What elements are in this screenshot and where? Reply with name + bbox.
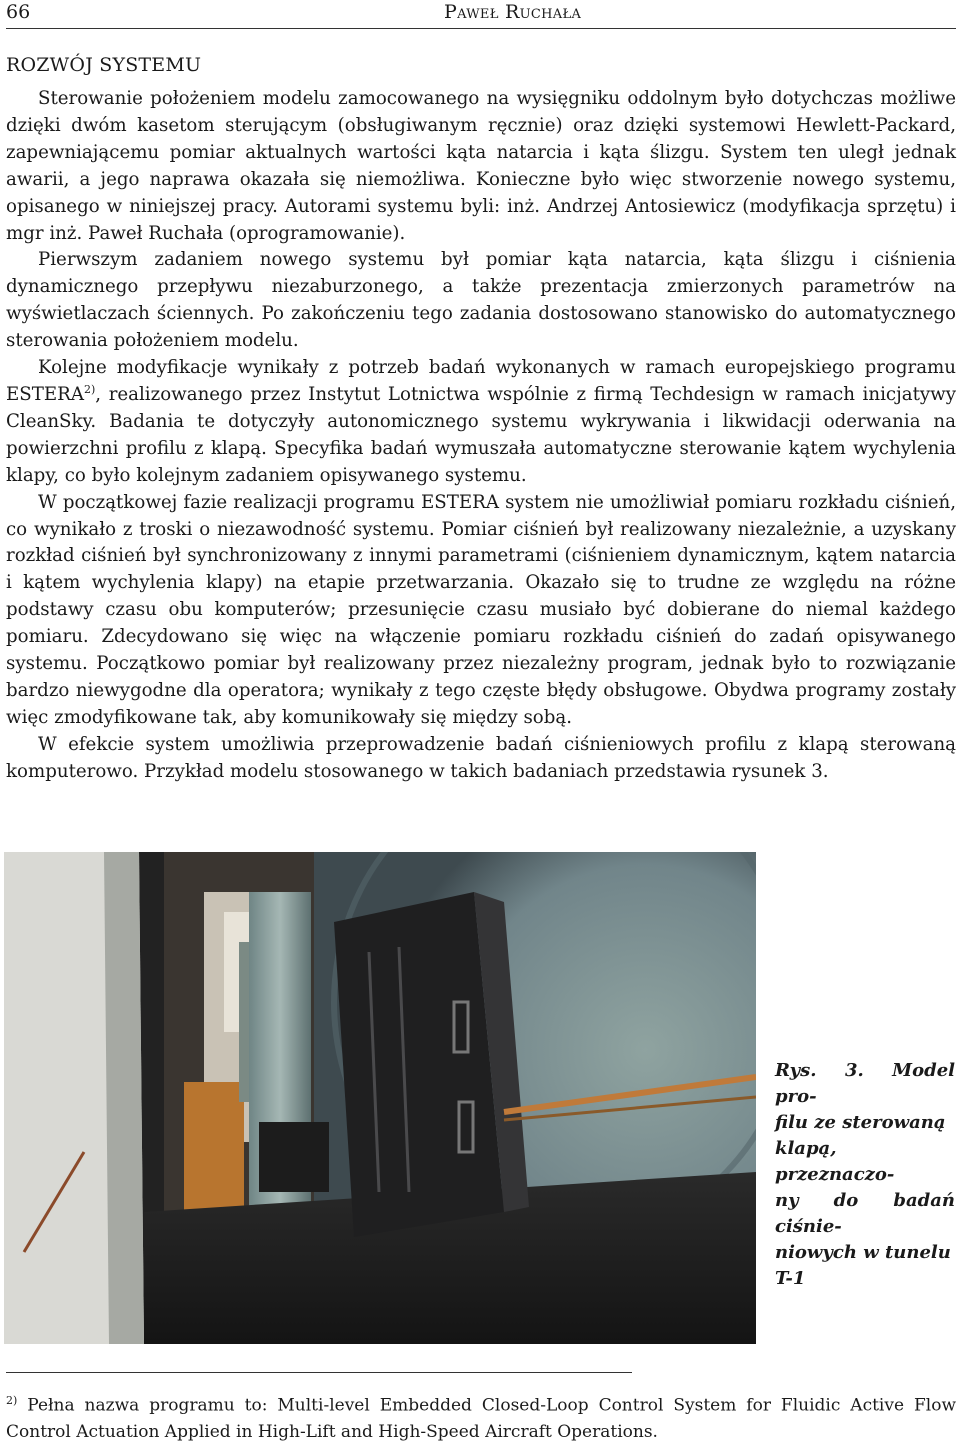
caption-line: Rys. 3. Model pro-	[775, 1060, 955, 1107]
caption-line: filu ze sterowaną	[775, 1112, 946, 1133]
footnote	[6, 1388, 956, 1445]
body-text	[6, 86, 956, 786]
caption-line: klapą, przeznaczo-	[775, 1138, 895, 1185]
figure-caption	[775, 1058, 955, 1292]
paragraph-5: W efekcie system umożliwia przeprowadzenie badań ciśnieniowych profilu z klapą sterowaną komputerowo. Przykład modelu stosowanego w takich badaniach przedstawia rysunek 3.	[6, 733, 956, 782]
paragraph-1: Sterowanie położeniem modelu zamocowanego na wysięgniku oddolnym było dotychczas możliwe dzięki dwóm kasetom sterującym (obsługiwanym ręcznie) oraz dzięki systemowi Hewlett-Packard, zapewniającemu pomiar aktualnych wartości kąta natarcia i kąta ślizgu. System ten uległ jednak awarii, a jego naprawa okazała się niemożliwa. Konieczne było więc stworzenie nowego systemu, opisanego w niniejszej pracy. Autorami systemu byli: inż. Andrzej Antosiewicz (modyfikacja sprzętu) i mgr inż. Paweł Ruchała (oprogramowanie).	[6, 88, 956, 244]
section-heading: ROZWÓJ SYSTEMU	[6, 54, 202, 76]
paragraph-2: Pierwszym zadaniem nowego systemu był pomiar kąta natarcia, kąta ślizgu i ciśnienia dynamicznego przepływu niezaburzonego, a także prezentacja zmierzonych parametrów na wyświetlaczach ściennych. Po zakończeniu tego zadania dostosowano stanowisko do automatycznego sterowania położeniem modelu.	[6, 249, 956, 352]
wind-tunnel-photo	[4, 852, 756, 1344]
footnote-mark: 2)	[6, 1394, 18, 1407]
caption-line: T-1	[775, 1268, 806, 1289]
page-header	[6, 0, 956, 29]
caption-line: ny do badań ciśnie-	[775, 1190, 955, 1237]
caption-line: niowych w tunelu	[775, 1242, 951, 1263]
paragraph-3-text-b: , realizowanego przez Instytut Lotnictwa wspólnie z firmą Techdesign w ramach inicjatywy CleanSky. Badania te dotyczyły autonomicznego systemu wykrywania i likwidacji oderwania na powierzchni profilu z klapą. Specyfika badań wymuszała automatyczne sterowanie kątem wychylenia klapy, co było kolejnym zadaniem opisywanego systemu.	[6, 383, 956, 486]
footnote-divider	[6, 1372, 632, 1373]
page-number: 66	[6, 1, 31, 23]
footnote-text: Pełna nazwa programu to: Multi-level Embedded Closed-Loop Control System for Fluidic Active Flow Control Actuation Applied in High-Lift and High-Speed Aircraft Operations.	[6, 1395, 957, 1442]
footnote-reference: 2)	[83, 382, 96, 396]
figure-photo	[4, 852, 756, 1344]
paragraph-4: W początkowej fazie realizacji programu ESTERA system nie umożliwiał pomiaru rozkładu ciśnień, co wynikało z troski o niezawodność systemu. Pomiar ciśnień był realizowany niezależnie, a uzyskany rozkład ciśnień był synchronizowany z innymi parametrami (ciśnieniem dynamicznym, kątem natarcia i kątem wychylenia klapy) na etapie przetwarzania. Okazało się to trudne ze względu na różne podstawy czasu obu komputerów; przesunięcie czasu musiało być dobierane do niemal każdego pomiaru. Zdecydowano się więc na włączenie pomiaru rozkładu ciśnień do zadań opisywanego systemu. Początkowo pomiar był realizowany przez niezależny program, jednak było to rozwiązanie bardzo niewygodne dla operatora; wynikały z tego częste błędy obsługowe. Obydwa programy zostały więc zmodyfikowane tak, aby komunikowały się między sobą.	[6, 491, 956, 728]
running-head: Paweł Ruchała	[444, 1, 582, 23]
paragraph-3	[6, 355, 956, 490]
paragraph-3-text-a: Kolejne modyfikacje wynikały z potrzeb badań wykonanych w ramach europejskiego programu ESTERA	[6, 357, 956, 405]
